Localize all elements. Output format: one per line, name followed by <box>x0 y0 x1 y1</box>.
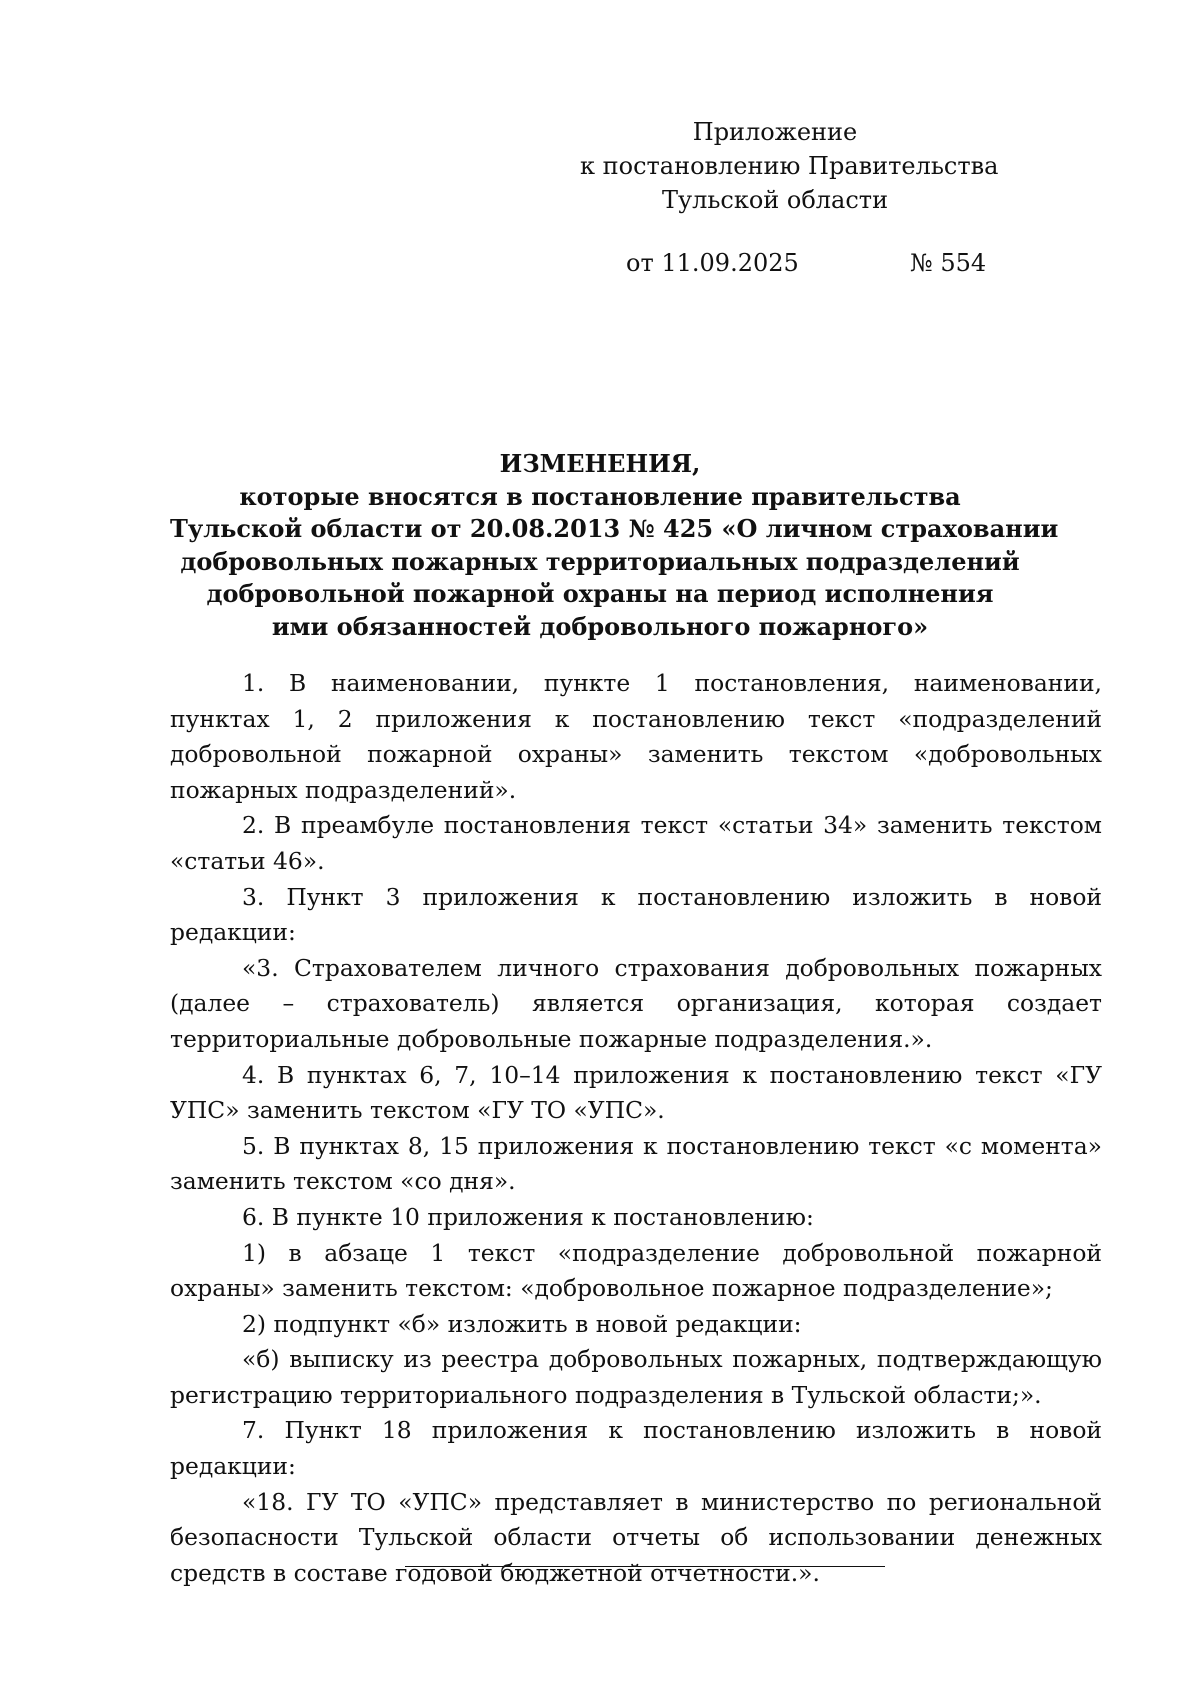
title-line: Тульской области от 20.08.2013 № 425 «О личном страховании <box>170 514 1059 544</box>
paragraph-6-item-1: 1) в абзаце 1 текст «подразделение добровольной пожарной охраны» заменить текстом: «добровольное пожарное подразделение»; <box>170 1238 1102 1303</box>
appendix-label: Приложение <box>692 118 858 146</box>
end-rule <box>405 1566 885 1567</box>
paragraph-6-item-2: 2) подпункт «б» изложить в новой редакции: <box>242 1309 802 1338</box>
title-line: ими обязанностей добровольного пожарного» <box>271 611 929 641</box>
paragraph-3: 3. Пункт 3 приложения к постановлению изложить в новой редакции: <box>170 882 1102 947</box>
title-line: добровольной пожарной охраны на период исполнения <box>206 579 994 609</box>
document-number: № 554 <box>910 249 987 277</box>
paragraph-5: 5. В пунктах 8, 15 приложения к постановлению текст «с момента» заменить текстом «со дня». <box>170 1131 1102 1196</box>
paragraph-1: 1. В наименовании, пункте 1 постановления, наименовании, пунктах 1, 2 приложения к постановлению текст «подразделений добровольной пожарной охраны» заменить текстом «добровольных пожарных подразделений». <box>170 669 1102 804</box>
document-date: от 11.09.2025 <box>626 249 799 277</box>
title-line: добровольных пожарных территориальных подразделений <box>180 546 1020 576</box>
document-body <box>170 666 1102 1591</box>
appendix-region: Тульской области <box>661 186 889 214</box>
paragraph-7: 7. Пункт 18 приложения к постановлению изложить в новой редакции: <box>170 1416 1102 1481</box>
paragraph-2: 2. В преамбуле постановления текст «статьи 34» заменить текстом «статьи 46». <box>170 811 1102 875</box>
paragraph-7-quote: «18. ГУ ТО «УПС» представляет в министерство по региональной безопасности Тульской области отчеты об использовании денежных средств в составе годовой бюджетной отчетности.». <box>170 1487 1102 1587</box>
paragraph-6: 6. В пункте 10 приложения к постановлению: <box>242 1202 814 1231</box>
appendix-reference: к постановлению Правительства <box>580 152 999 180</box>
paragraph-3-quote: «3. Страхователем личного страхования добровольных пожарных (далее – страхователь) является организация, которая создает территориальные добровольные пожарные подразделения.». <box>170 953 1102 1053</box>
paragraph-4: 4. В пунктах 6, 7, 10–14 приложения к постановлению текст «ГУ УПС» заменить текстом «ГУ ТО «УПС». <box>170 1060 1102 1125</box>
paragraph-6-item-2-quote: «б) выписку из реестра добровольных пожарных, подтверждающую регистрацию территориального подразделения в Тульской области;». <box>170 1345 1102 1409</box>
appendix-header <box>580 115 999 217</box>
title-line: которые вносятся в постановление правительства <box>239 481 961 511</box>
title-heading: ИЗМЕНЕНИЯ, <box>499 449 701 478</box>
document-title <box>170 448 1059 644</box>
